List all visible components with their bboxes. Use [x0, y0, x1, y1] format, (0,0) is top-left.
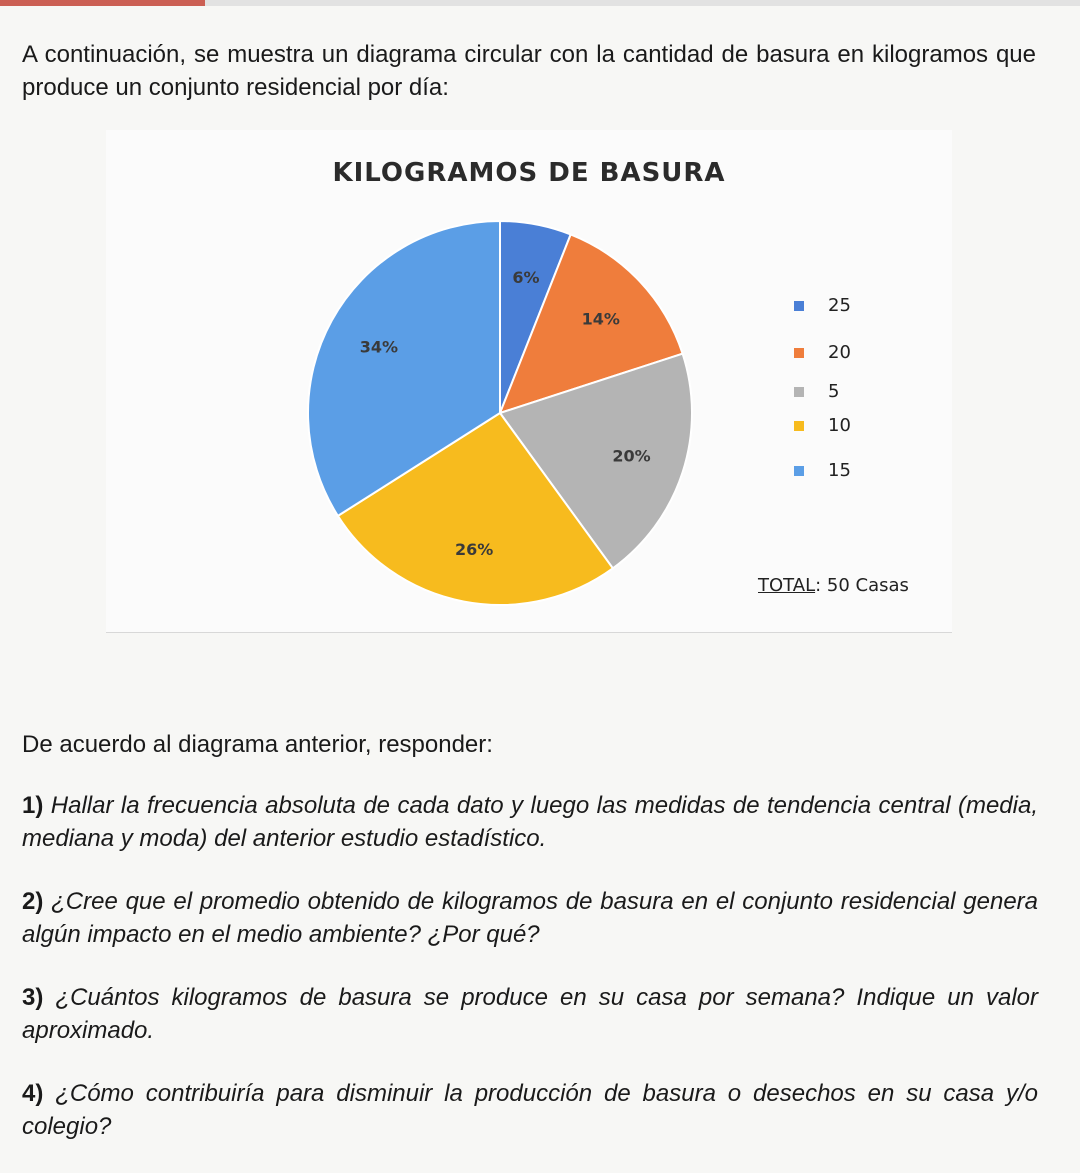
- legend-label: 15: [828, 460, 851, 481]
- total-key: TOTAL: [758, 575, 816, 596]
- legend-item: [794, 460, 934, 482]
- intro-paragraph: A continuación, se muestra un diagrama circular con la cantidad de basura en kilogramos que produce un conjunto residencial por día:: [22, 41, 1036, 101]
- pie-chart: [106, 130, 952, 633]
- questions-section: [22, 728, 1038, 1173]
- legend-swatch: [794, 387, 804, 397]
- question-text: ¿Cuántos kilogramos de basura se produce en su casa por semana? Indique un valor aproximado.: [22, 984, 1038, 1044]
- legend-item: [794, 342, 934, 364]
- legend-item: [794, 381, 934, 403]
- legend-swatch: [794, 301, 804, 311]
- top-rule: [0, 0, 1080, 6]
- legend-swatch: [794, 421, 804, 431]
- question-3: [22, 981, 1038, 1047]
- slice-label: 6%: [512, 268, 540, 288]
- slice-label: 20%: [612, 446, 651, 466]
- legend-label: 5: [828, 381, 840, 402]
- question-text: ¿Cree que el promedio obtenido de kilogramos de basura en el conjunto residencial genera algún impacto en el medio ambiente? ¿Por qué?: [22, 888, 1039, 948]
- question-text: Hallar la frecuencia absoluta de cada dato y luego las medidas de tendencia central (media, mediana y moda) del anterior estudio estadístico.: [22, 792, 1039, 852]
- question-number: 4): [22, 1080, 44, 1107]
- question-text: ¿Cómo contribuiría para disminuir la producción de basura o desechos en su casa y/o colegio?: [22, 1080, 1038, 1140]
- question-1: [22, 789, 1038, 855]
- legend-swatch: [794, 348, 804, 358]
- chart-title: KILOGRAMOS DE BASURA: [332, 158, 726, 188]
- slice-label: 14%: [581, 309, 620, 329]
- questions-heading: De acuerdo al diagrama anterior, responder:: [22, 731, 493, 758]
- question-2: [22, 885, 1038, 951]
- legend-label: 10: [828, 415, 851, 436]
- question-number: 3): [22, 984, 44, 1011]
- total-note: [758, 575, 909, 596]
- legend-swatch: [794, 466, 804, 476]
- legend-label: 20: [828, 342, 851, 363]
- slice-label: 26%: [454, 539, 494, 559]
- legend-item: [794, 415, 934, 437]
- slice-label: 34%: [359, 337, 399, 357]
- question-4: [22, 1077, 1038, 1143]
- total-value: : 50 Casas: [815, 575, 909, 596]
- legend-item: [794, 295, 934, 317]
- question-number: 2): [22, 888, 44, 915]
- legend-label: 25: [828, 295, 851, 316]
- question-number: 1): [22, 792, 44, 819]
